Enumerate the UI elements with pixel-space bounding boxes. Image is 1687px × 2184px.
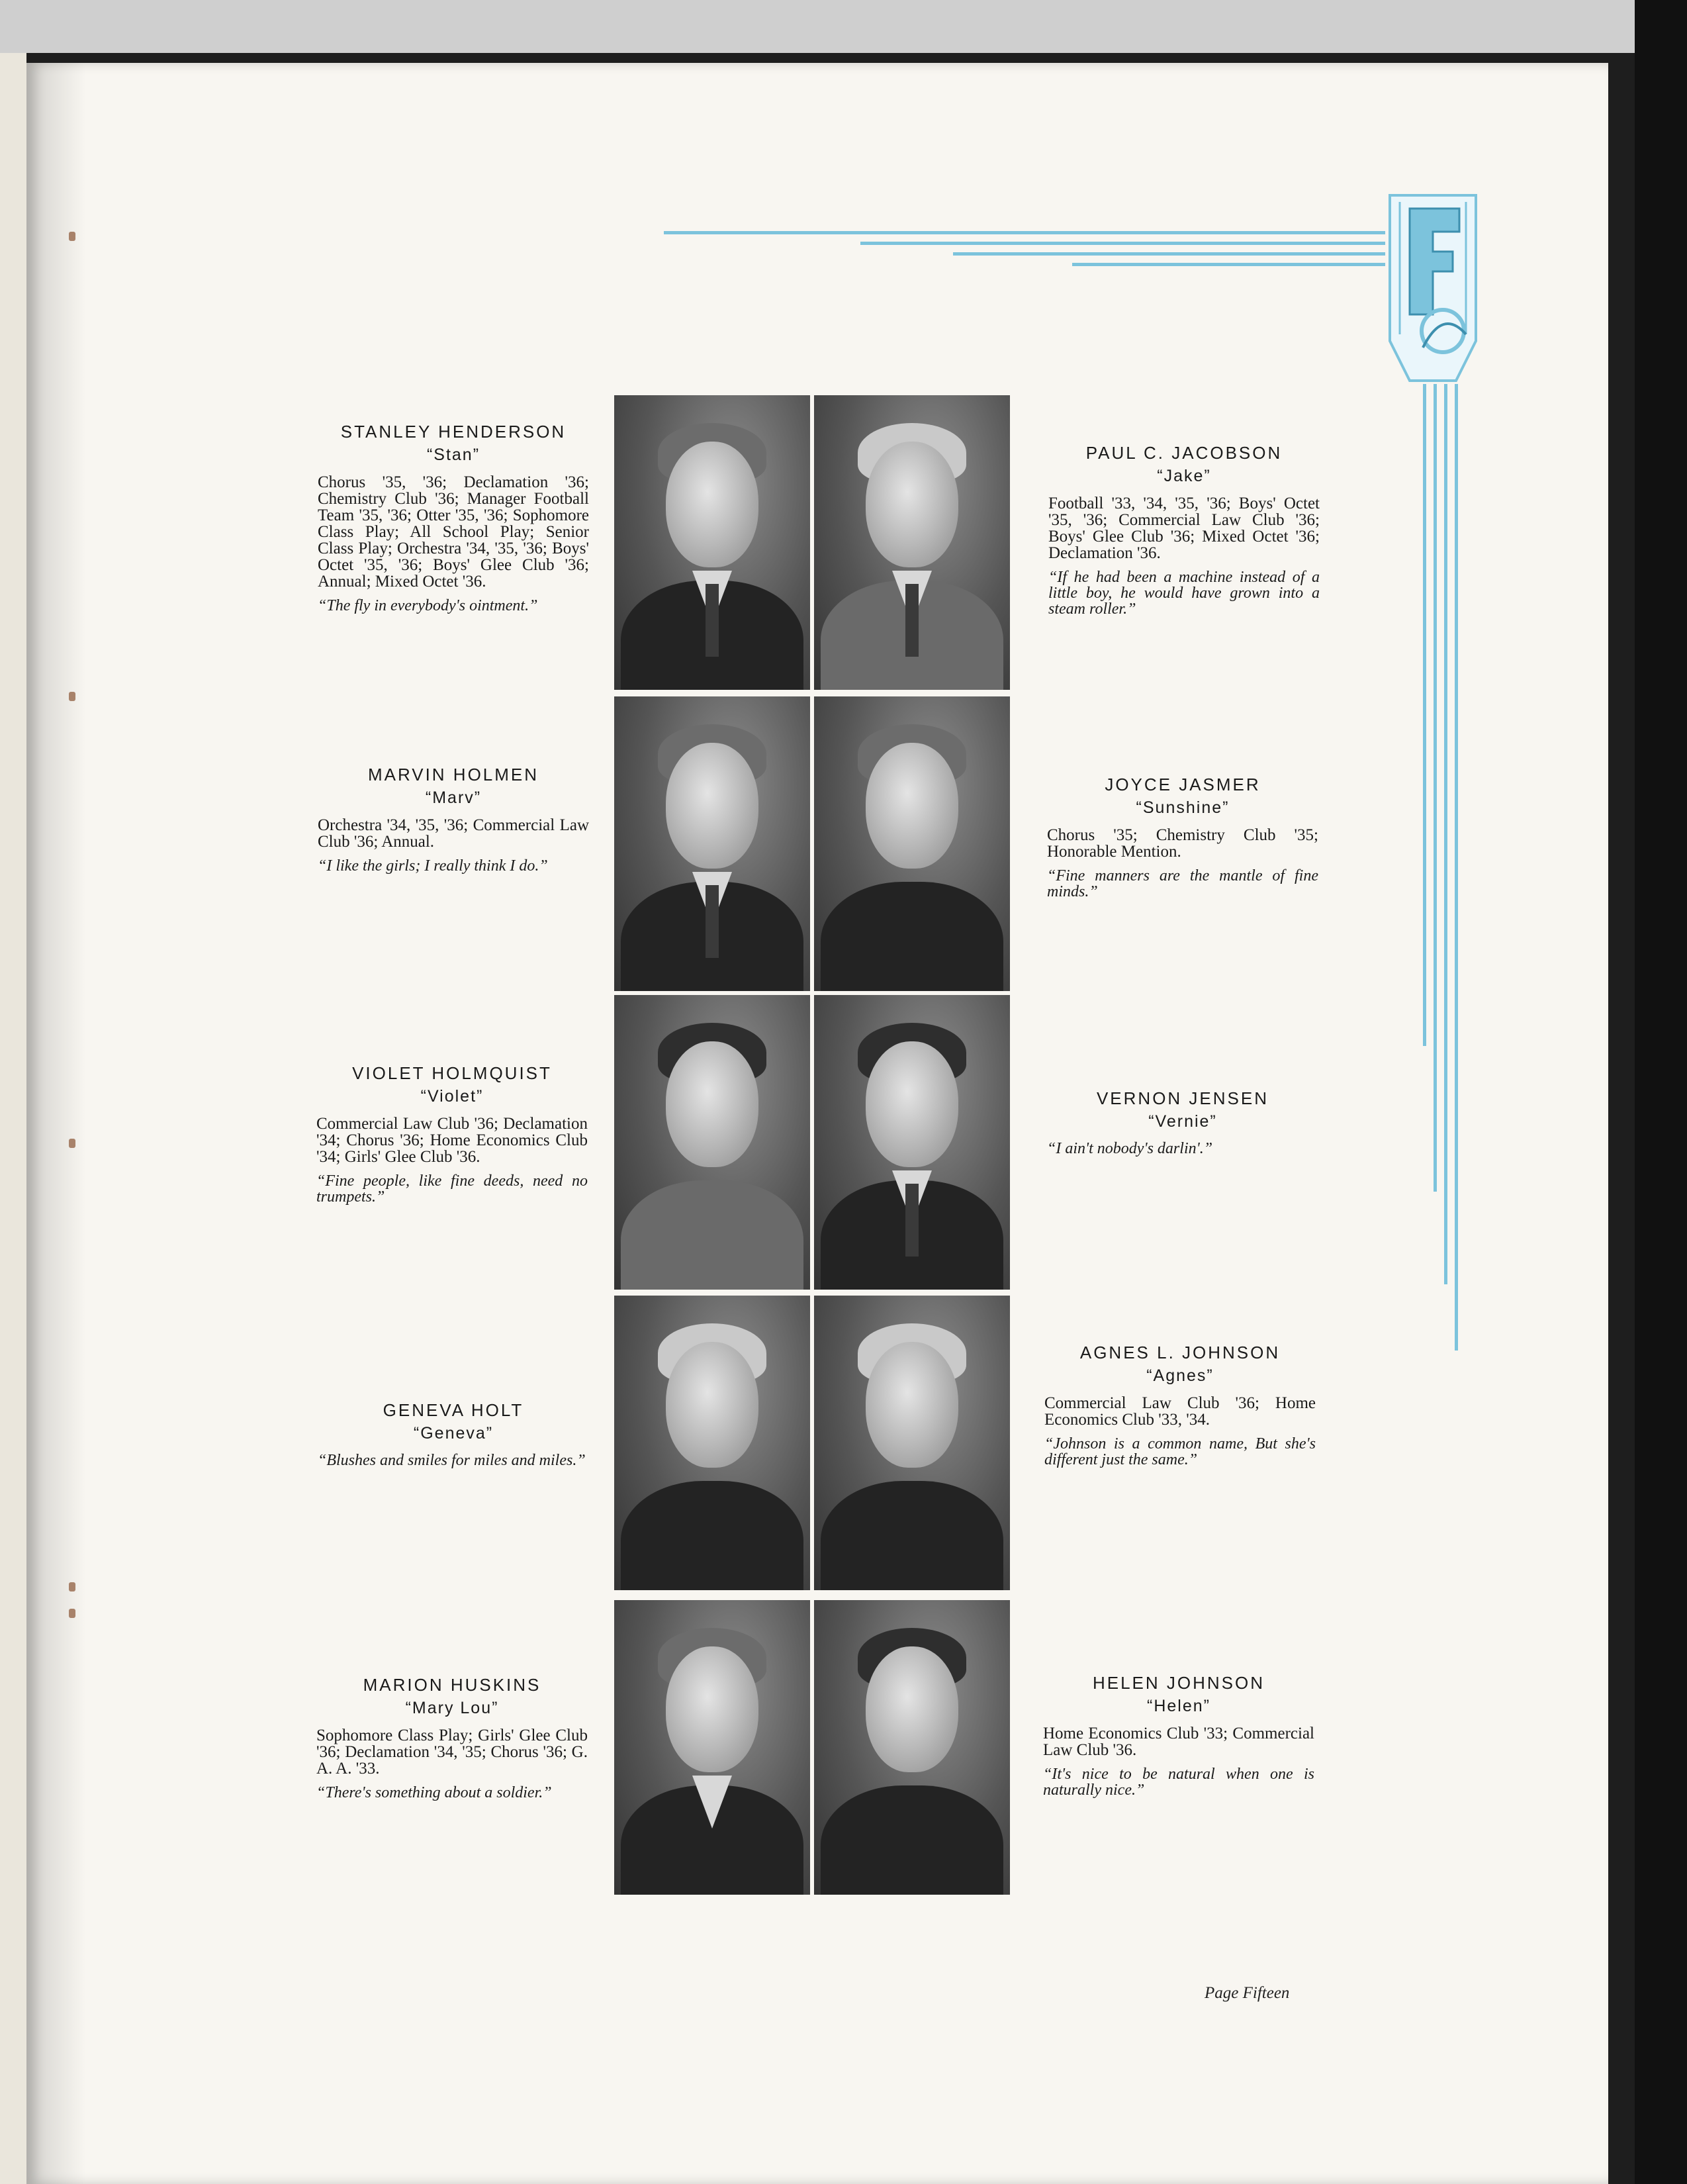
student-name: VIOLET HOLMQUIST [352, 1063, 552, 1083]
accent-line [953, 252, 1385, 256]
accent-line [664, 231, 1385, 234]
student-quote: “Fine manners are the mantle of fine minds.” [1047, 867, 1318, 900]
accent-line [1072, 263, 1385, 266]
gutter-shadow [26, 63, 86, 2184]
student-activities: Orchestra '34, '35, '36; Commercial Law Club '36; Annual. [318, 816, 589, 851]
student-name: GENEVA HOLT [383, 1400, 524, 1420]
student-nickname: “Violet” [420, 1087, 484, 1106]
portrait-photo [614, 995, 810, 1290]
student-entry [1047, 773, 1318, 900]
student-entry [316, 1673, 588, 1801]
student-quote: “Johnson is a common name, But she's different just the same.” [1044, 1435, 1316, 1468]
student-entry [318, 1398, 589, 1468]
portrait-photo [614, 1296, 810, 1590]
student-entry [1048, 441, 1320, 617]
school-crest-icon [1383, 182, 1482, 387]
accent-line [860, 242, 1385, 245]
student-activities: Football '33, '34, '35, '36; Boys' Octet '35, '36; Commercial Law Club '36; Boys' Glee Club '36; Mixed Octet '36; Declamation '36. [1048, 495, 1320, 562]
student-entry [318, 420, 589, 614]
binding-stitch [69, 1139, 75, 1148]
student-entry [1047, 1086, 1318, 1157]
student-activities: Chorus '35; Chemistry Club '35; Honorable Mention. [1047, 826, 1318, 861]
student-activities: Commercial Law Club '36; Declamation '34; Chorus '36; Home Economics Club '34; Girls' Glee Club '36. [316, 1115, 588, 1166]
student-quote: “I ain't nobody's darlin'.” [1047, 1140, 1213, 1157]
book-cover-top [0, 0, 1687, 53]
book-cover-right [1635, 0, 1687, 2184]
student-name: MARION HUSKINS [363, 1675, 541, 1695]
student-name: JOYCE JASMER [1105, 775, 1261, 794]
student-nickname: “Helen” [1147, 1697, 1210, 1715]
accent-line [1423, 384, 1426, 1046]
student-nickname: “Jake” [1157, 467, 1211, 485]
portrait-photo [814, 395, 1010, 690]
student-entry [1043, 1671, 1314, 1798]
student-activities: Commercial Law Club '36; Home Economics Club '33, '34. [1044, 1394, 1316, 1429]
binding-stitch [69, 1582, 75, 1591]
portrait-grid [614, 395, 1014, 1899]
student-entry [318, 763, 589, 874]
student-name: AGNES L. JOHNSON [1079, 1343, 1281, 1362]
student-activities: Chorus '35, '36; Declamation '36; Chemistry Club '36; Manager Football Team '35, '36; Otter '35, '36; Sophomore Class Play; All School Play; Senior Class Play; Orchestra '34, '35, '36; Boys' Octet '35, '36; Boys' Glee Club '36; Annual; Mixed Octet '36. [318, 473, 589, 591]
student-name: STANLEY HENDERSON [340, 422, 567, 442]
student-entry [316, 1061, 588, 1205]
portrait-photo [814, 1296, 1010, 1590]
book-spine [0, 53, 26, 2184]
page-number: Page Fifteen [1205, 1984, 1290, 2002]
student-nickname: “Agnes” [1146, 1366, 1214, 1385]
portrait-photo [814, 1600, 1010, 1895]
student-entry [1044, 1341, 1316, 1468]
binding-stitch [69, 692, 75, 701]
student-name: MARVIN HOLMEN [367, 765, 539, 784]
accent-line [1444, 384, 1447, 1284]
student-name: VERNON JENSEN [1096, 1088, 1269, 1108]
portrait-photo [614, 1600, 810, 1895]
student-activities: Home Economics Club '33; Commercial Law Club '36. [1043, 1725, 1314, 1759]
student-quote: “If he had been a machine instead of a little boy, he would have grown into a steam roller.” [1048, 569, 1320, 618]
portrait-photo [814, 696, 1010, 991]
student-name: HELEN JOHNSON [1092, 1673, 1265, 1693]
accent-line [1455, 384, 1458, 1351]
student-quote: “Fine people, like fine deeds, need no trumpets.” [316, 1172, 588, 1206]
student-quote: “The fly in everybody's ointment.” [318, 597, 538, 614]
portrait-photo [614, 395, 810, 690]
accent-line [1434, 384, 1437, 1192]
student-nickname: “Vernie” [1148, 1112, 1217, 1131]
portrait-photo [814, 995, 1010, 1290]
student-activities: Sophomore Class Play; Girls' Glee Club '36; Declamation '34, '35; Chorus '36; G. A. A. '33. [316, 1727, 588, 1778]
portrait-photo [614, 696, 810, 991]
student-quote: “There's something about a soldier.” [316, 1784, 552, 1801]
binding-stitch [69, 232, 75, 241]
student-quote: “Blushes and smiles for miles and miles.” [318, 1452, 586, 1469]
student-quote: “I like the girls; I really think I do.” [318, 857, 548, 875]
student-nickname: “Marv” [425, 788, 482, 807]
student-nickname: “Geneva” [413, 1424, 494, 1443]
student-nickname: “Sunshine” [1136, 798, 1230, 817]
student-nickname: “Stan” [426, 446, 480, 464]
student-quote: “It's nice to be natural when one is naturally nice.” [1043, 1766, 1314, 1799]
student-name: PAUL C. JACOBSON [1085, 443, 1283, 463]
binding-stitch [69, 1609, 75, 1618]
student-nickname: “Mary Lou” [405, 1699, 499, 1717]
